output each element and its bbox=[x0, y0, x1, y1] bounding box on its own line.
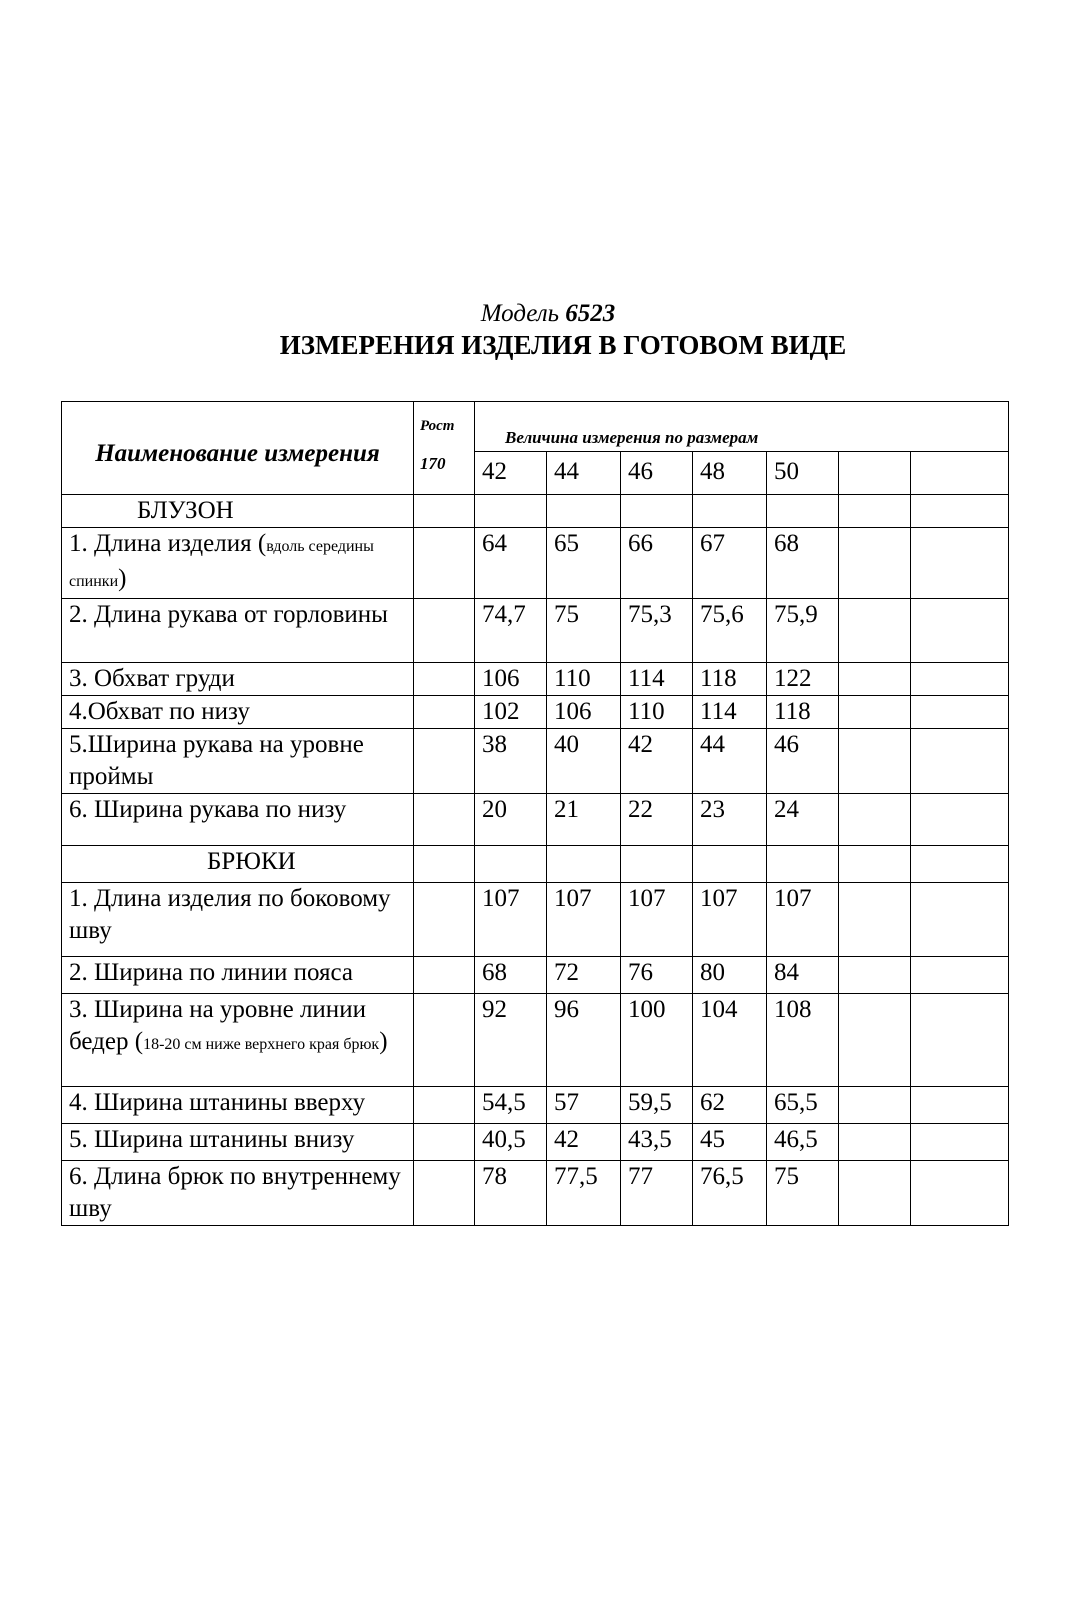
value-cell: 46 bbox=[767, 729, 839, 794]
section-title: БЛУЗОН bbox=[62, 495, 414, 528]
value-cell: 118 bbox=[767, 696, 839, 729]
value-cell: 106 bbox=[475, 663, 547, 696]
value-cell bbox=[839, 957, 911, 994]
measurement-name bbox=[62, 883, 414, 957]
value-cell: 77,5 bbox=[547, 1161, 621, 1226]
empty-cell bbox=[767, 495, 839, 528]
measurement-name bbox=[62, 994, 414, 1087]
empty-cell bbox=[621, 846, 693, 883]
table-row bbox=[62, 794, 1009, 846]
value-cell: 54,5 bbox=[475, 1087, 547, 1124]
empty-cell bbox=[767, 846, 839, 883]
value-cell: 75 bbox=[547, 599, 621, 663]
value-cell bbox=[839, 883, 911, 957]
height-cell bbox=[414, 1124, 475, 1161]
value-cell: 110 bbox=[621, 696, 693, 729]
empty-cell bbox=[693, 846, 767, 883]
value-cell bbox=[839, 1124, 911, 1161]
section-title: БРЮКИ bbox=[62, 846, 414, 883]
measurement-name bbox=[62, 957, 414, 994]
value-cell: 76 bbox=[621, 957, 693, 994]
value-cell: 45 bbox=[693, 1124, 767, 1161]
measurement-label: 1. Длина изделия ( bbox=[69, 530, 267, 557]
model-number: 6523 bbox=[565, 300, 616, 327]
value-cell bbox=[911, 599, 1009, 663]
height-cell bbox=[414, 1161, 475, 1226]
height-cell bbox=[414, 994, 475, 1087]
table-row bbox=[62, 528, 1009, 599]
value-cell: 20 bbox=[475, 794, 547, 846]
measurement-name bbox=[62, 696, 414, 729]
measurement-note: вдоль середины спинки bbox=[69, 538, 374, 590]
section-row bbox=[62, 495, 1009, 528]
height-cell bbox=[414, 696, 475, 729]
height-label: Рост bbox=[420, 418, 455, 434]
table-row bbox=[62, 696, 1009, 729]
value-cell bbox=[911, 794, 1009, 846]
measurement-name bbox=[62, 599, 414, 663]
measurement-name bbox=[62, 528, 414, 599]
value-cell bbox=[839, 729, 911, 794]
value-cell: 107 bbox=[767, 883, 839, 957]
value-cell: 64 bbox=[475, 528, 547, 599]
value-cell bbox=[911, 1161, 1009, 1226]
empty-cell bbox=[911, 495, 1009, 528]
value-cell: 68 bbox=[475, 957, 547, 994]
value-cell: 114 bbox=[621, 663, 693, 696]
value-cell: 107 bbox=[693, 883, 767, 957]
value-cell: 65,5 bbox=[767, 1087, 839, 1124]
table-row bbox=[62, 994, 1009, 1087]
value-cell: 57 bbox=[547, 1087, 621, 1124]
empty-cell bbox=[475, 495, 547, 528]
table-row bbox=[62, 883, 1009, 957]
value-cell: 67 bbox=[693, 528, 767, 599]
value-cell: 75 bbox=[767, 1161, 839, 1226]
measurement-note: 18-20 см ниже верхнего края брюк bbox=[143, 1036, 380, 1053]
size-header bbox=[911, 452, 1009, 495]
value-cell: 75,9 bbox=[767, 599, 839, 663]
measurement-name bbox=[62, 1124, 414, 1161]
size-header: 44 bbox=[547, 452, 621, 495]
size-header: 48 bbox=[693, 452, 767, 495]
measurement-label: 3. Ширина на уровне линии бедер ( bbox=[69, 996, 366, 1055]
measurement-label: 4.Обхват по низу bbox=[69, 698, 250, 725]
section-row bbox=[62, 846, 1009, 883]
value-cell: 72 bbox=[547, 957, 621, 994]
model-label: Модель bbox=[480, 300, 560, 327]
value-cell: 102 bbox=[475, 696, 547, 729]
value-cell bbox=[839, 1161, 911, 1226]
size-header: 46 bbox=[621, 452, 693, 495]
value-cell: 107 bbox=[475, 883, 547, 957]
value-cell: 21 bbox=[547, 794, 621, 846]
value-cell: 100 bbox=[621, 994, 693, 1087]
measurement-label: 5.Ширина рукава на уровне проймы bbox=[69, 731, 364, 790]
table-row bbox=[62, 957, 1009, 994]
value-cell: 68 bbox=[767, 528, 839, 599]
value-cell: 65 bbox=[547, 528, 621, 599]
value-cell: 118 bbox=[693, 663, 767, 696]
measurement-name bbox=[62, 1161, 414, 1226]
empty-cell bbox=[547, 846, 621, 883]
value-cell: 80 bbox=[693, 957, 767, 994]
value-cell: 106 bbox=[547, 696, 621, 729]
table-row bbox=[62, 1124, 1009, 1161]
height-cell bbox=[414, 663, 475, 696]
measurement-label: 1. Длина изделия по боковому шву bbox=[69, 885, 391, 944]
value-cell: 46,5 bbox=[767, 1124, 839, 1161]
measurement-label: 2. Длина рукава от горловины bbox=[69, 601, 388, 628]
height-cell bbox=[414, 1087, 475, 1124]
measurements-table bbox=[61, 401, 1009, 1226]
empty-cell bbox=[839, 846, 911, 883]
value-cell: 42 bbox=[547, 1124, 621, 1161]
value-cell: 77 bbox=[621, 1161, 693, 1226]
empty-cell bbox=[839, 495, 911, 528]
value-cell: 107 bbox=[621, 883, 693, 957]
height-cell bbox=[414, 599, 475, 663]
table-row bbox=[62, 599, 1009, 663]
value-cell: 42 bbox=[621, 729, 693, 794]
empty-cell bbox=[547, 495, 621, 528]
table-row bbox=[62, 1087, 1009, 1124]
value-cell: 66 bbox=[621, 528, 693, 599]
table-row bbox=[62, 663, 1009, 696]
value-cell: 59,5 bbox=[621, 1087, 693, 1124]
value-cell bbox=[911, 994, 1009, 1087]
height-cell bbox=[414, 729, 475, 794]
value-cell: 76,5 bbox=[693, 1161, 767, 1226]
measurement-close: ) bbox=[118, 565, 127, 592]
empty-cell bbox=[911, 846, 1009, 883]
value-cell: 78 bbox=[475, 1161, 547, 1226]
value-cell bbox=[839, 794, 911, 846]
value-cell: 110 bbox=[547, 663, 621, 696]
value-cell: 43,5 bbox=[621, 1124, 693, 1161]
header-row bbox=[62, 402, 1009, 452]
measurement-label: 4. Ширина штанины вверху bbox=[69, 1089, 366, 1116]
value-cell: 122 bbox=[767, 663, 839, 696]
value-cell bbox=[911, 696, 1009, 729]
measurement-label: 6. Ширина рукава по низу bbox=[69, 796, 347, 823]
value-cell: 62 bbox=[693, 1087, 767, 1124]
measurement-label: 3. Обхват груди bbox=[69, 665, 235, 692]
value-cell bbox=[839, 663, 911, 696]
col-name-header: Наименование измерения bbox=[62, 402, 414, 495]
value-cell: 22 bbox=[621, 794, 693, 846]
measurement-name bbox=[62, 794, 414, 846]
value-cell: 107 bbox=[547, 883, 621, 957]
value-cell: 92 bbox=[475, 994, 547, 1087]
measurement-label: 6. Длина брюк по внутреннему шву bbox=[69, 1163, 401, 1222]
value-cell: 40,5 bbox=[475, 1124, 547, 1161]
value-cell: 44 bbox=[693, 729, 767, 794]
height-cell bbox=[414, 528, 475, 599]
model-line bbox=[0, 300, 1066, 328]
value-cell bbox=[839, 696, 911, 729]
measurement-label: 2. Ширина по линии пояса bbox=[69, 959, 353, 986]
empty-cell bbox=[414, 846, 475, 883]
empty-cell bbox=[693, 495, 767, 528]
value-cell: 75,6 bbox=[693, 599, 767, 663]
value-cell: 24 bbox=[767, 794, 839, 846]
empty-cell bbox=[414, 495, 475, 528]
value-cell bbox=[911, 1124, 1009, 1161]
value-cell bbox=[839, 1087, 911, 1124]
value-cell bbox=[911, 957, 1009, 994]
value-cell: 74,7 bbox=[475, 599, 547, 663]
size-header: 42 bbox=[475, 452, 547, 495]
table-row bbox=[62, 1161, 1009, 1226]
value-cell bbox=[911, 1087, 1009, 1124]
value-cell bbox=[911, 528, 1009, 599]
measurement-name bbox=[62, 1087, 414, 1124]
value-cell: 114 bbox=[693, 696, 767, 729]
value-cell: 108 bbox=[767, 994, 839, 1087]
value-cell: 75,3 bbox=[621, 599, 693, 663]
value-cell: 96 bbox=[547, 994, 621, 1087]
value-cell bbox=[839, 599, 911, 663]
measurement-label: 5. Ширина штанины внизу bbox=[69, 1126, 355, 1153]
size-header: 50 bbox=[767, 452, 839, 495]
height-cell bbox=[414, 957, 475, 994]
measurement-close: ) bbox=[379, 1028, 388, 1055]
value-cell bbox=[911, 663, 1009, 696]
value-cell: 38 bbox=[475, 729, 547, 794]
size-header bbox=[839, 452, 911, 495]
height-cell bbox=[414, 794, 475, 846]
value-cell bbox=[911, 729, 1009, 794]
document-title: ИЗМЕРЕНИЯ ИЗДЕЛИЯ В ГОТОВОМ ВИДЕ bbox=[279, 330, 847, 360]
value-cell: 84 bbox=[767, 957, 839, 994]
value-cell bbox=[911, 883, 1009, 957]
measurement-name bbox=[62, 663, 414, 696]
height-value: 170 bbox=[420, 454, 446, 473]
measurement-name bbox=[62, 729, 414, 794]
table-row bbox=[62, 729, 1009, 794]
col-height-header bbox=[414, 402, 475, 495]
empty-cell bbox=[475, 846, 547, 883]
col-sizes-header: Величина измерения по размерам bbox=[475, 402, 1009, 452]
value-cell bbox=[839, 528, 911, 599]
height-cell bbox=[414, 883, 475, 957]
empty-cell bbox=[621, 495, 693, 528]
value-cell: 23 bbox=[693, 794, 767, 846]
value-cell bbox=[839, 994, 911, 1087]
value-cell: 104 bbox=[693, 994, 767, 1087]
value-cell: 40 bbox=[547, 729, 621, 794]
